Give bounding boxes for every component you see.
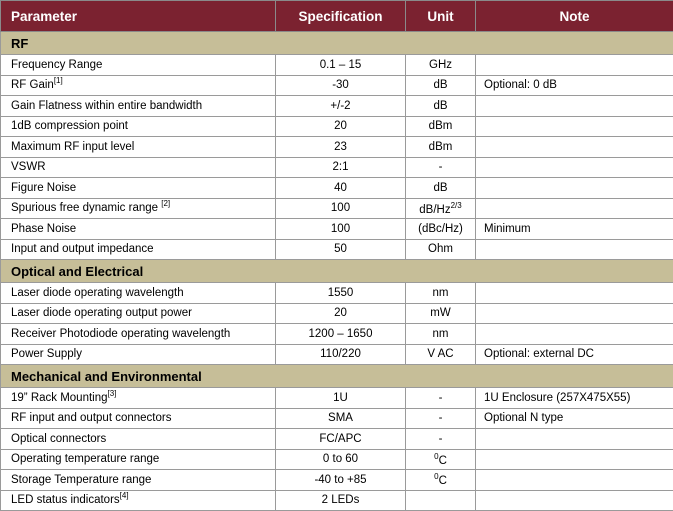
cell-unit: dBm [406, 116, 476, 137]
cell-note [476, 470, 673, 491]
cell-note [476, 239, 673, 260]
cell-unit: nm [406, 324, 476, 345]
cell-specification: -30 [276, 75, 406, 96]
cell-specification: FC/APC [276, 429, 406, 450]
table-row [1, 178, 673, 199]
cell-note [476, 116, 673, 137]
cell-unit: $^0$C [406, 449, 476, 470]
cell-specification: +/-2 [276, 96, 406, 117]
cell-specification: 100 [276, 198, 406, 219]
cell-unit: dB [406, 75, 476, 96]
cell-unit: - [406, 388, 476, 409]
cell-specification: 20 [276, 303, 406, 324]
cell-parameter: Input and output impedance [1, 239, 276, 260]
table-row [1, 157, 673, 178]
cell-note: Optional: external DC [476, 344, 673, 365]
cell-parameter: RF input and output connectors [1, 408, 276, 429]
table-row [1, 96, 673, 117]
cell-unit: mW [406, 303, 476, 324]
cell-specification: 20 [276, 116, 406, 137]
cell-note [476, 55, 673, 76]
cell-note [476, 324, 673, 345]
cell-specification: 40 [276, 178, 406, 199]
table-row [1, 137, 673, 158]
table-body [1, 32, 673, 511]
cell-note [476, 96, 673, 117]
cell-parameter: Maximum RF input level [1, 137, 276, 158]
degree-marker: 0 [434, 472, 438, 481]
cell-parameter: Figure Noise [1, 178, 276, 199]
cell-parameter: Gain Flatness within entire bandwidth [1, 96, 276, 117]
footnote-marker: [1] [54, 76, 63, 85]
cell-parameter: Receiver Photodiode operating wavelength [1, 324, 276, 345]
cell-note: Optional: 0 dB [476, 75, 673, 96]
section-row [1, 260, 673, 283]
table-row [1, 408, 673, 429]
cell-parameter: Spurious free dynamic range [2] [1, 198, 276, 219]
column-header-specification: Specification [276, 1, 406, 32]
cell-unit: $dB/Hz^{2/3}$ [406, 198, 476, 219]
cell-parameter: 1dB compression point [1, 116, 276, 137]
footnote-marker: [4] [120, 491, 129, 500]
cell-note [476, 490, 673, 511]
cell-unit: V AC [406, 344, 476, 365]
column-header-note: Note [476, 1, 673, 32]
cell-unit: dBm [406, 137, 476, 158]
cell-unit: - [406, 157, 476, 178]
cell-unit: - [406, 429, 476, 450]
cell-parameter: Storage Temperature range [1, 470, 276, 491]
cell-specification: 2 LEDs [276, 490, 406, 511]
cell-specification: 0.1 – 15 [276, 55, 406, 76]
cell-note [476, 303, 673, 324]
cell-note [476, 198, 673, 219]
degree-marker: 0 [434, 452, 438, 461]
cell-unit: $^0$C [406, 470, 476, 491]
cell-parameter: Laser diode operating output power [1, 303, 276, 324]
table-row [1, 449, 673, 470]
cell-unit [406, 490, 476, 511]
table-row [1, 344, 673, 365]
cell-parameter: Optical connectors [1, 429, 276, 450]
cell-unit: dB [406, 178, 476, 199]
table-header [1, 1, 673, 32]
cell-specification: 110/220 [276, 344, 406, 365]
cell-specification: 0 to 60 [276, 449, 406, 470]
cell-unit: Ohm [406, 239, 476, 260]
cell-parameter: Laser diode operating wavelength [1, 283, 276, 304]
cell-note [476, 449, 673, 470]
table-row [1, 470, 673, 491]
table-header-row [1, 1, 673, 32]
cell-note [476, 137, 673, 158]
unit-exponent: 2/3 [451, 201, 462, 210]
cell-unit: nm [406, 283, 476, 304]
cell-specification: SMA [276, 408, 406, 429]
section-title: Optical and Electrical [1, 260, 673, 283]
table-row [1, 324, 673, 345]
cell-parameter: LED status indicators[4] [1, 490, 276, 511]
footnote-marker: [2] [161, 199, 170, 208]
table-row [1, 198, 673, 219]
cell-specification: 100 [276, 219, 406, 240]
cell-parameter: Phase Noise [1, 219, 276, 240]
table-row [1, 283, 673, 304]
cell-unit: - [406, 408, 476, 429]
cell-parameter: Power Supply [1, 344, 276, 365]
table-row [1, 429, 673, 450]
cell-parameter: 19” Rack Mounting[3] [1, 388, 276, 409]
table-row [1, 219, 673, 240]
table-row [1, 490, 673, 511]
cell-note [476, 178, 673, 199]
column-header-unit: Unit [406, 1, 476, 32]
section-title: RF [1, 32, 673, 55]
cell-specification: -40 to +85 [276, 470, 406, 491]
cell-note [476, 283, 673, 304]
cell-note [476, 157, 673, 178]
table-row [1, 116, 673, 137]
section-row [1, 365, 673, 388]
cell-specification: 1200 – 1650 [276, 324, 406, 345]
cell-specification: 2:1 [276, 157, 406, 178]
table-row [1, 303, 673, 324]
table-row [1, 75, 673, 96]
footnote-marker: [3] [108, 389, 117, 398]
cell-parameter: RF Gain[1] [1, 75, 276, 96]
cell-specification: 23 [276, 137, 406, 158]
cell-specification: 50 [276, 239, 406, 260]
cell-unit: dB [406, 96, 476, 117]
cell-parameter: Frequency Range [1, 55, 276, 76]
cell-note: Minimum [476, 219, 673, 240]
section-title: Mechanical and Environmental [1, 365, 673, 388]
table-row [1, 239, 673, 260]
table-row [1, 55, 673, 76]
section-row [1, 32, 673, 55]
cell-parameter: Operating temperature range [1, 449, 276, 470]
cell-note: Optional N type [476, 408, 673, 429]
cell-note: 1U Enclosure (257X475X55) [476, 388, 673, 409]
cell-unit: (dBc/Hz) [406, 219, 476, 240]
cell-parameter: VSWR [1, 157, 276, 178]
cell-unit: GHz [406, 55, 476, 76]
table-row [1, 388, 673, 409]
cell-specification: 1550 [276, 283, 406, 304]
cell-specification: 1U [276, 388, 406, 409]
cell-note [476, 429, 673, 450]
column-header-parameter: Parameter [1, 1, 276, 32]
